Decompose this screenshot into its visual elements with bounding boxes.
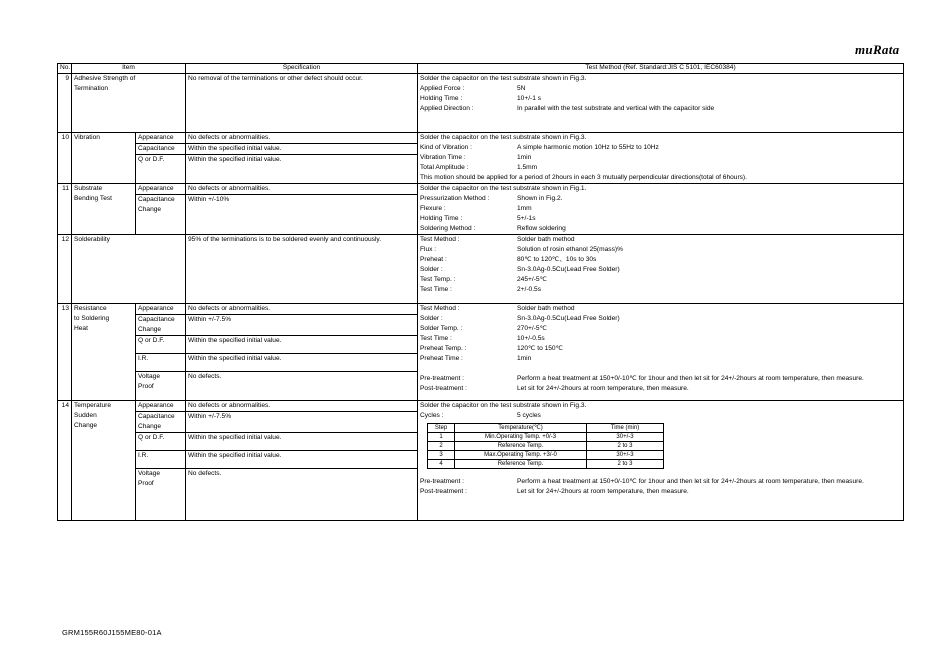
row-12 <box>58 235 904 304</box>
item-name: Solderability <box>72 235 186 304</box>
specification: Within the specified initial value. <box>186 144 418 155</box>
test-method: Test Method : Solder bath method Solder : Sn-3.0Ag-0.5Cu(Lead Free Solder) Solder Temp. : 270+/-5℃ Test Time : 10+/-0.5s Preheat Temp. : 120℃ to 150℃ Preheat Time : 1min Pre-treatment : Perform a heat treatment at 150+0/-10℃ for 1hour and then let sit for 24+/-2hours at room temperature, then measure. Post-treatment : Let sit for 24+/-2hours at room temperature, then measure. <box>418 304 904 401</box>
cycle-table-row: 4 Reference Temp. 2 to 3 <box>428 460 664 469</box>
table-header-row <box>58 64 904 74</box>
row-number: 14 <box>58 401 72 521</box>
specification: No defects or abnormalities. <box>186 401 418 412</box>
specification: No defects. <box>186 469 418 521</box>
cycle-table-row: 2 Reference Temp. 2 to 3 <box>428 442 664 451</box>
specification: No defects or abnormalities. <box>186 133 418 144</box>
specification: No defects or abnormalities. <box>186 304 418 315</box>
temperature-cycle-table <box>427 423 664 469</box>
row-9 <box>58 74 904 133</box>
sub-item: Capacitance Change <box>136 412 186 433</box>
sub-item: Appearance <box>136 304 186 315</box>
specification: No defects or abnormalities. <box>186 184 418 195</box>
murata-logo: muRata <box>855 42 900 57</box>
document-code: GRM155R60J155ME80-01A <box>62 628 162 637</box>
item-name: Vibration <box>72 133 136 184</box>
item-name: Resistance to Soldering Heat <box>72 304 136 401</box>
sub-item: Appearance <box>136 184 186 195</box>
row-10 <box>58 133 904 144</box>
specification: Within the specified initial value. <box>186 433 418 451</box>
sub-item: I.R. <box>136 354 186 372</box>
specification: Within the specified initial value. <box>186 354 418 372</box>
row-11 <box>58 184 904 195</box>
row-number: 13 <box>58 304 72 401</box>
sub-item: I.R. <box>136 451 186 469</box>
test-method: Solder the capacitor on the test substrate shown in Fig.3. Kind of Vibration : A simple harmonic motion 10Hz to 55Hz to 10Hz Vibration Time : 1min Total Amplitude : 1.5mm This motion should be applied for a period of 2hours in each 3 mutually perpendicular directions(total of 6hours). <box>418 133 904 184</box>
test-spec-table <box>57 63 904 521</box>
sub-item: Q or D.F. <box>136 336 186 354</box>
specification: No removal of the terminations or other defect should occur. <box>186 74 418 133</box>
cycle-table-header: Step Temperature(℃) Time (min) <box>428 424 664 433</box>
specification: Within +/-10% <box>186 195 418 235</box>
row-number: 11 <box>58 184 72 235</box>
sub-item: Capacitance <box>136 144 186 155</box>
header-no: No. <box>58 64 72 74</box>
header-specification: Specification <box>186 64 418 74</box>
item-name: Substrate Bending Test <box>72 184 136 235</box>
sub-item: Q or D.F. <box>136 155 186 184</box>
specification: Within +/-7.5% <box>186 412 418 433</box>
specification: 95% of the terminations is to be soldered evenly and continuously. <box>186 235 418 304</box>
sub-item: Appearance <box>136 401 186 412</box>
specification: No defects. <box>186 372 418 401</box>
sub-item: Voltage Proof <box>136 372 186 401</box>
sub-item: Q or D.F. <box>136 433 186 451</box>
sub-item: Capacitance Change <box>136 195 186 235</box>
row-13 <box>58 304 904 315</box>
test-method: Test Method : Solder bath method Flux : Solution of rosin ethanol 25(mass)% Preheat : 80℃ to 120℃、10s to 30s Solder : Sn-3.0Ag-0.5Cu(Lead Free Solder) Test Temp. : 245+/-5℃ Test Time : 2+/-0.5s <box>418 235 904 304</box>
cycle-table-row: 3 Max.Operating Temp. +3/-0 30+/-3 <box>428 451 664 460</box>
row-number: 9 <box>58 74 72 133</box>
cycle-table-row: 1 Min.Operating Temp. +0/-3 30+/-3 <box>428 433 664 442</box>
test-method: Solder the capacitor on the test substrate shown in Fig.1. Pressurization Method : Shown in Fig.2. Flexure : 1mm Holding Time : 5+/-1s Soldering Method : Reflow soldering <box>418 184 904 235</box>
header-item: Item <box>72 64 186 74</box>
sub-item: Appearance <box>136 133 186 144</box>
item-name: Adhesive Strength of Termination <box>72 74 186 133</box>
test-method: Solder the capacitor on the test substrate shown in Fig.3. Cycles : 5 cycles Step Temperature(℃) Time (min) 1 Min.Operating Temp. +0/-3 30+/-3 2 Reference Temp. 2 to 3 3 Max.Operating Temp. +3/-0 30+/-3 4 Reference Temp. 2 to 3 Pre-treatment : Perform a heat treatment at 150+0/-10℃ for 1hour and then let sit for 24+/-2hours at room temperature, then measure. Post-treatment : Let sit for 24+/-2hours at room temperature, then measure. <box>418 401 904 521</box>
test-method: Solder the capacitor on the test substrate shown in Fig.3. Applied Force : 5N Holding Time : 10+/-1 s Applied Direction : In parallel with the test substrate and vertical with the capacitor side <box>418 74 904 133</box>
item-name: Temperature Sudden Change <box>72 401 136 521</box>
specification: Within the specified initial value. <box>186 336 418 354</box>
specification: Within the specified initial value. <box>186 451 418 469</box>
sub-item: Voltage Proof <box>136 469 186 521</box>
row-number: 10 <box>58 133 72 184</box>
row-14 <box>58 401 904 412</box>
sub-item: Capacitance Change <box>136 315 186 336</box>
row-number: 12 <box>58 235 72 304</box>
header-test-method: Test Method (Ref. Standard:JIS C 5101, IEC60384) <box>418 64 904 74</box>
specification: Within +/-7.5% <box>186 315 418 336</box>
specification: Within the specified initial value. <box>186 155 418 184</box>
